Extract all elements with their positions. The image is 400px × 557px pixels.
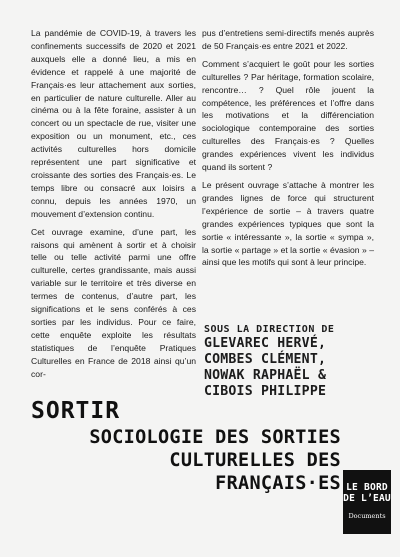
- book-title-block: [31, 398, 341, 495]
- editor-name: GLEVAREC HERVÉ,: [204, 336, 327, 351]
- collection-name: Documents: [348, 512, 386, 520]
- editor-name: COMBES CLÉMENT,: [204, 352, 327, 367]
- book-subtitle-line: CULTURELLES DES: [169, 450, 341, 471]
- description-paragraph: Le présent ouvrage s’attache à montrer les grandes lignes de force qui structurent l’expérience de sortie – à travers quatre grandes expériences typiques que sont la sortie « intéressante », la sortie « sympa », la sortie « partage » et la sortie « évasion » – ainsi que les motifs qui sont à leur principe.: [202, 179, 374, 268]
- book-subtitle-line: SOCIOLOGIE DES SORTIES: [89, 427, 341, 448]
- editor-name: NOWAK RAPHAËL &: [204, 368, 327, 383]
- description-paragraph: Comment s’acquiert le goût pour les sorties culturelles ? Par héritage, formation scolaire, rencontre… ? Quel rôle jouent la compétence, les préférences et l’offre dans les motivations et la différenciation sociologique contemporaine des sorties culturelles des Français·es ? Quelles grandes expériences vivent les individus quand ils sortent ?: [202, 58, 374, 173]
- description-paragraph: Cet ouvrage examine, d’une part, les raisons qui amènent à sortir et à choisir telle ou telle activité parmi une offre culturelle, certes grandissante, mais aussi variable sur le territoire et très diverse en termes de contenus, d’autre part, les significations et le sens conférés à ces sorties par les individus. Pour ce faire, cette enquête exploite les résultats statistiques de l’enquête Pratiques Culturelles en France de 2018 ainsi qu’un cor-: [31, 226, 196, 379]
- description-left-column: [31, 27, 196, 385]
- publisher-name-line: DE L’EAU: [343, 493, 391, 504]
- description-paragraph: pus d’entretiens semi-directifs menés auprès de 50 Français·es entre 2021 et 2022.: [202, 28, 374, 51]
- editors-credit: [204, 323, 374, 400]
- editor-name: CIBOIS PHILIPPE: [204, 384, 327, 399]
- description-right-column: [202, 27, 374, 274]
- publisher-logo: [343, 470, 391, 534]
- book-title: SORTIR: [31, 398, 121, 424]
- book-subtitle-line: FRANÇAIS·ES: [215, 473, 341, 494]
- credit-label: SOUS LA DIRECTION DE: [204, 324, 335, 335]
- description-paragraph: La pandémie de COVID-19, à travers les confinements successifs de 2020 et 2021 auxquels elle a donné lieu, a mis en évidence et rappelé à une majorité de Français·es leur attachement aux sorties, en particulier de nature culturelle. Aller au cinéma ou à la fête foraine, assister à un concert ou un spectacle de rue, visiter une exposition ou un monument, etc., ces activités culturelles hors domicile représentent une part significative et croissante des sorties des Français·es. Le temps libre ou consacré aux loisirs a connu, depuis les années 1970, un mouvement d’extension continu.: [31, 28, 196, 219]
- publisher-name-line: LE BORD: [346, 482, 388, 493]
